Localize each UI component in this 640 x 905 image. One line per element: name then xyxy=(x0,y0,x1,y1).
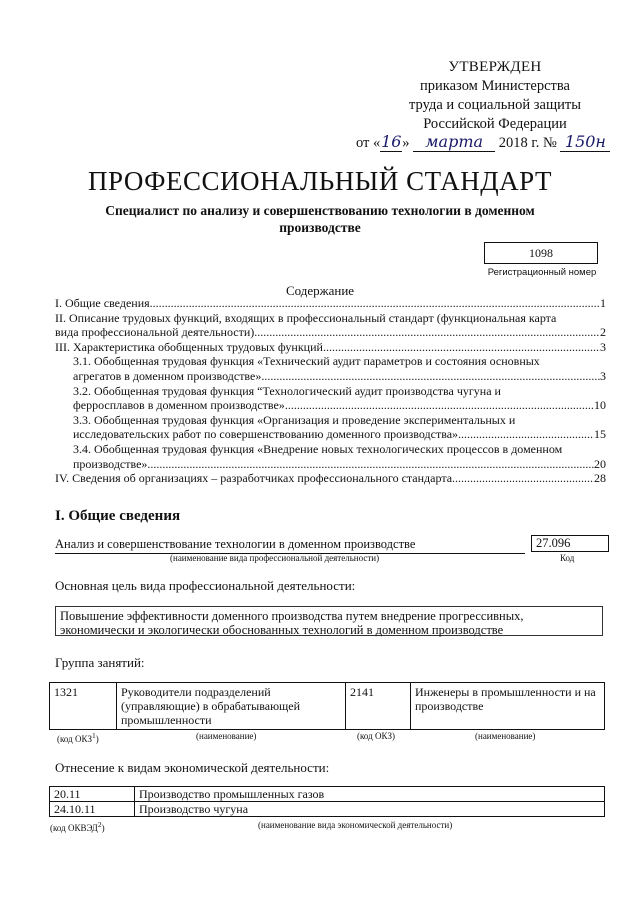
toc-title: Содержание xyxy=(285,283,355,298)
table-of-contents xyxy=(55,296,606,486)
activity-kind-name: Анализ и совершенствование технологии в доменном производстве xyxy=(55,537,525,554)
group-name: Инженеры в промышленности и на производстве xyxy=(411,683,605,730)
handwritten-day: 16 xyxy=(381,132,402,151)
okved-table xyxy=(49,786,605,817)
toc-entry[interactable]: 3.3. Обобщенная трудовая функция «Организация и проведение экспериментальных и исследовательских работ по совершенствованию доменного производства» ..... 15 xyxy=(55,413,606,442)
okved-label: Отнесение к видам экономической деятельности: xyxy=(55,760,330,775)
approval-line: приказом Министерства xyxy=(420,78,570,94)
name-caption: (наименование) xyxy=(196,731,257,741)
date-prefix: от « xyxy=(356,135,381,151)
toc-entry[interactable]: 3.4. Обобщенная трудовая функция «Внедрение новых технологических процессов в доменном производстве» ..... 20 xyxy=(55,442,606,471)
toc-entry[interactable]: IV. Сведения об организациях – разработчиках профессионального стандарта ..... 28 xyxy=(55,471,606,486)
table-row xyxy=(50,787,605,802)
approval-title: УТВЕРЖДЕН xyxy=(448,59,542,75)
goal-text: Повышение эффективности доменного производства путем внедрение прогрессивных, экономически и экологически обоснованных технологий в доменном производстве xyxy=(55,606,603,636)
goal-label: Основная цель вида профессиональной деятельности: xyxy=(55,578,356,593)
okved-name-caption: (наименование вида экономической деятельности) xyxy=(258,820,453,830)
okved-name: Производство промышленных газов xyxy=(135,787,605,802)
order-year: 2018 г. № xyxy=(498,135,557,151)
activity-kind-code: 27.096 xyxy=(531,535,609,552)
activity-kind-caption: (наименование вида профессиональной деятельности) xyxy=(170,553,380,563)
table-row xyxy=(50,802,605,817)
group-label: Группа занятий: xyxy=(55,655,145,670)
approval-line: Российской Федерации xyxy=(423,116,567,132)
name-caption: (наименование) xyxy=(475,731,536,741)
approval-line: труда и социальной защиты xyxy=(409,97,581,113)
toc-entry[interactable]: I. Общие сведения ..... 1 xyxy=(55,296,606,311)
table-row xyxy=(50,683,605,730)
approval-date-line: от «16» марта 2018 г. № 150н xyxy=(356,132,616,152)
toc-entry[interactable]: II. Описание трудовых функций, входящих в профессиональный стандарт (функциональная карта вида профессиональной деятельности) ..... 2 xyxy=(55,311,606,340)
okved-code: 20.11 xyxy=(50,787,135,802)
okz-caption: (код ОКЗ$^1$) xyxy=(57,731,99,744)
okved-caption: (код ОКВЭД$^2$) xyxy=(50,820,105,833)
group-code: 2141 xyxy=(346,683,411,730)
approval-block xyxy=(380,58,610,134)
okved-code: 24.10.11 xyxy=(50,802,135,817)
handwritten-month: марта xyxy=(413,132,495,152)
toc-entry[interactable]: 3.2. Обобщенная трудовая функция “Технологический аудит производства чугуна и ферросплавов в доменном производстве» ..... 10 xyxy=(55,384,606,413)
occupation-groups-table xyxy=(49,682,605,730)
toc-entry[interactable]: 3.1. Обобщенная трудовая функция «Технический аудит параметров и состояния основных агрегатов в доменном производстве» ..... 3 xyxy=(55,354,606,383)
page-subtitle: Специалист по анализу и совершенствованию технологии в доменном производстве xyxy=(105,203,535,235)
toc-entry[interactable]: III. Характеристика обобщенных трудовых функций ..... 3 xyxy=(55,340,606,355)
group-code: 1321 xyxy=(50,683,117,730)
page-title: ПРОФЕССИОНАЛЬНЫЙ СТАНДАРТ xyxy=(87,166,553,196)
okz-caption: (код ОКЗ) xyxy=(357,731,395,741)
registration-number: 1098 xyxy=(484,242,598,264)
group-name: Руководители подразделений (управляющие) в обрабатывающей промышленности xyxy=(117,683,346,730)
registration-label: Регистрационный номер xyxy=(487,267,597,278)
okved-name: Производство чугуна xyxy=(135,802,605,817)
code-caption: Код xyxy=(560,553,575,563)
section-heading: I. Общие сведения xyxy=(55,508,181,524)
handwritten-order-number: 150н xyxy=(560,132,610,152)
